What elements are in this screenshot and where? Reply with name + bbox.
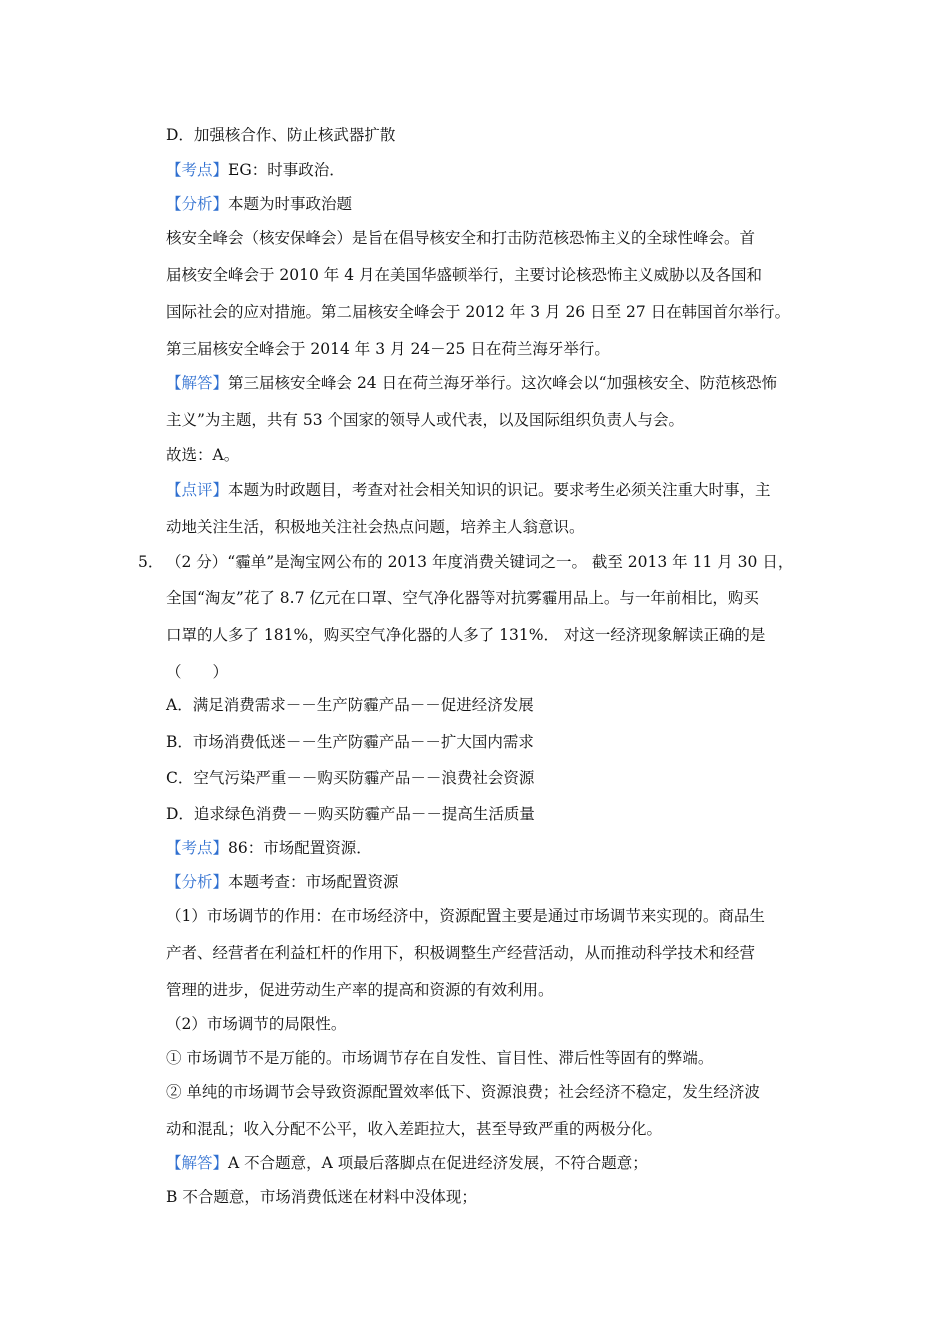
q5-answer-blank: （ ） xyxy=(166,663,229,681)
q5-kaodian xyxy=(166,837,372,859)
q5-stem-line: 口罩的人多了 181%，购买空气净化器的人多了 131%． 对这一经济现象解读正确的是 xyxy=(166,626,766,644)
q4-analysis-line: 核安全峰会（核安保峰会）是旨在倡导核安全和打击防范核恐怖主义的全球性峰会。首 xyxy=(166,229,756,247)
q5-option-a: A．满足消费需求－－生产防霾产品－－促进经济发展 xyxy=(166,696,534,714)
q5-analysis-line: （1）市场调节的作用：在市场经济中，资源配置主要是通过市场调节来实现的。商品生 xyxy=(166,907,765,925)
q4-dianping-line2: 动地关注生活，积极地关注社会热点问题，培养主人翁意识。 xyxy=(166,518,585,536)
q4-dianping xyxy=(166,479,771,501)
q5-jieda-line2: B 不合题意，市场消费低迷在材料中没体现； xyxy=(166,1188,477,1206)
q4-kaodian xyxy=(166,159,345,181)
q5-analysis-line: （2）市场调节的局限性。 xyxy=(166,1015,347,1033)
q5-analysis-line: ② 单纯的市场调节会导致资源配置效率低下、资源浪费；社会经济不稳定，发生经济波 xyxy=(166,1083,760,1101)
q5-analysis-line: 产者、经营者在利益杠杆的作用下，积极调整生产经营活动，从而推动科学技术和经营 xyxy=(166,944,756,962)
q5-analysis-line: ① 市场调节不是万能的。市场调节存在自发性、盲目性、滞后性等固有的弊端。 xyxy=(166,1049,714,1067)
q5-option-c: C．空气污染严重－－购买防霾产品－－浪费社会资源 xyxy=(166,769,535,787)
q4-jieda-line2: 主义”为主题，共有 53 个国家的领导人或代表，以及国际组织负责人与会。 xyxy=(166,411,685,429)
jieda-tag: 【解答】 xyxy=(166,1154,229,1172)
q5-stem-line: （2 分）“霾单”是淘宝网公布的 2013 年度消费关键词之一。 截至 2013 年 11 月 30 日， xyxy=(166,553,794,571)
kaodian-tag: 【考点】 xyxy=(166,161,229,179)
kaodian-text: EG：时事政治． xyxy=(228,161,345,179)
q5-fenxi xyxy=(166,871,399,893)
fenxi-tag: 【分析】 xyxy=(166,195,229,213)
fenxi-text: 本题考查：市场配置资源 xyxy=(228,873,399,891)
q5-option-b: B．市场消费低迷－－生产防霾产品－－扩大国内需求 xyxy=(166,733,534,751)
q4-option-d: D．加强核合作、防止核武器扩散 xyxy=(166,126,396,144)
q4-analysis-line: 届核安全峰会于 2010 年 4 月在美国华盛顿举行，主要讨论核恐怖主义威胁以及各国和 xyxy=(166,266,763,284)
q5-option-d: D．追求绿色消费－－购买防霾产品－－提高生活质量 xyxy=(166,805,535,823)
fenxi-tag: 【分析】 xyxy=(166,873,229,891)
q5-analysis-line: 动和混乱；收入分配不公平，收入差距拉大，甚至导致严重的两极分化。 xyxy=(166,1120,663,1138)
kaodian-tag: 【考点】 xyxy=(166,839,229,857)
q5-jieda xyxy=(166,1152,648,1174)
dianping-tag: 【点评】 xyxy=(166,481,229,499)
q5-stem-line: 全国“淘友”花了 8.7 亿元在口罩、空气净化器等对抗雾霾用品上。与一年前相比，购买 xyxy=(166,589,759,607)
q4-analysis-line: 国际社会的应对措施。第二届核安全峰会于 2012 年 3 月 26 日至 27 日在韩国首尔举行。 xyxy=(166,303,791,321)
q4-fenxi xyxy=(166,193,352,215)
jieda-text: 第三届核安全峰会 24 日在荷兰海牙举行。这次峰会以“加强核安全、防范核恐怖 xyxy=(228,374,778,392)
dianping-text: 本题为时政题目，考查对社会相关知识的识记。要求考生必须关注重大时事，主 xyxy=(228,481,771,499)
q4-analysis-line: 第三届核安全峰会于 2014 年 3 月 24－25 日在荷兰海牙举行。 xyxy=(166,340,610,358)
q5-number: 5． xyxy=(138,553,164,571)
q5-analysis-line: 管理的进步，促进劳动生产率的提高和资源的有效利用。 xyxy=(166,981,554,999)
kaodian-text: 86：市场配置资源． xyxy=(228,839,372,857)
jieda-tag: 【解答】 xyxy=(166,374,229,392)
q4-jieda xyxy=(166,372,777,394)
q4-choice: 故选：A。 xyxy=(166,446,240,464)
jieda-text: A 不合题意，A 项最后落脚点在促进经济发展，不符合题意； xyxy=(228,1154,648,1172)
fenxi-text: 本题为时事政治题 xyxy=(228,195,353,213)
